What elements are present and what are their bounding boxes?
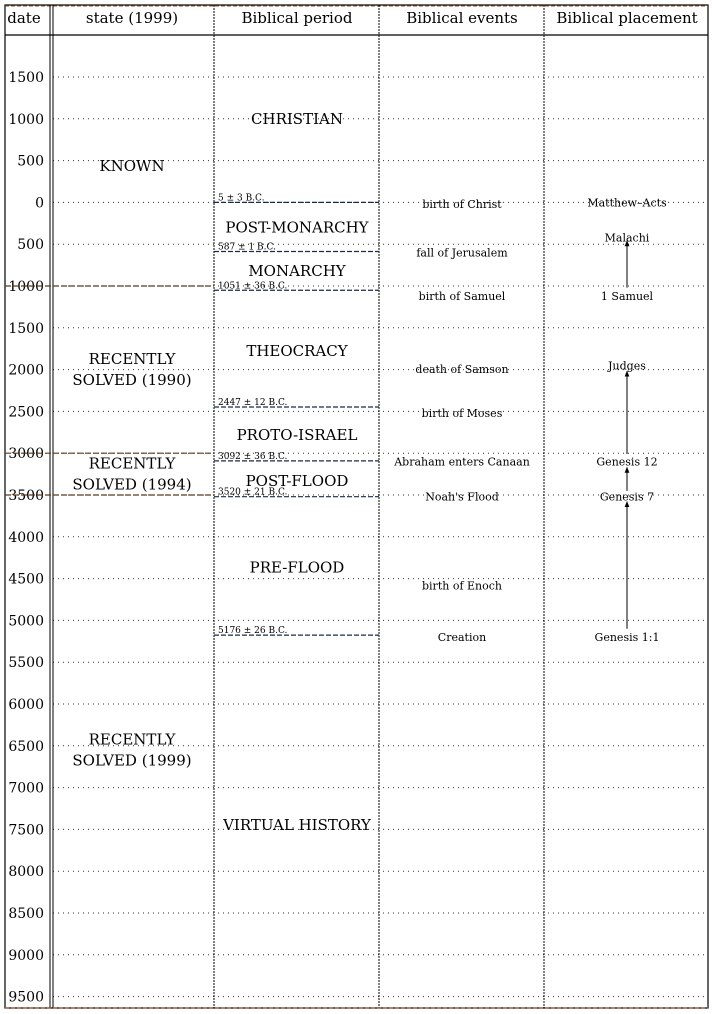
period-boundary-label: 587 ± 1 B.C. xyxy=(218,242,276,253)
period-label: CHRISTIAN xyxy=(251,110,343,128)
event-label: fall of Jerusalem xyxy=(416,246,508,260)
period-label: PRE-FLOOD xyxy=(249,558,345,577)
date-tick-label: 7500 xyxy=(8,822,44,839)
date-tick-label: 7000 xyxy=(8,780,44,797)
date-tick-label: 5000 xyxy=(8,613,44,630)
period-label: POST-MONARCHY xyxy=(225,218,369,237)
period-label: POST-FLOOD xyxy=(245,471,349,490)
event-label: birth of Enoch xyxy=(422,579,502,593)
header-events: Biblical events xyxy=(406,9,518,27)
placement-label: Genesis 7 xyxy=(599,490,655,504)
date-tick-label: 2000 xyxy=(8,362,44,379)
placement-label: Malachi xyxy=(604,231,650,245)
table-frame xyxy=(5,5,708,1008)
table-content xyxy=(5,70,667,1006)
date-tick-label: 0 xyxy=(35,195,44,212)
event-label: death of Samson xyxy=(415,362,509,376)
date-tick-label: 6500 xyxy=(8,738,44,755)
date-tick-label: 1000 xyxy=(8,279,44,295)
date-tick-label: 1500 xyxy=(8,320,44,337)
date-tick-label: 6000 xyxy=(8,697,44,713)
state-label: RECENTLY xyxy=(88,454,176,473)
state-label: RECENTLY xyxy=(88,350,176,369)
placement-label: Genesis 1:1 xyxy=(594,631,660,645)
period-boundary-label: 5 ± 3 B.C. xyxy=(218,193,265,204)
event-label: birth of Christ xyxy=(422,198,502,212)
state-label: KNOWN xyxy=(99,157,165,175)
period-label: PROTO-ISRAEL xyxy=(236,425,358,444)
header-period: Biblical period xyxy=(241,9,353,27)
period-boundary-label: 1051 ± 36 B.C. xyxy=(218,281,288,292)
placement-label: Matthew–Acts xyxy=(587,196,667,210)
date-tick-label: 4500 xyxy=(8,571,44,588)
placement-label: 1 Samuel xyxy=(600,290,654,304)
period-boundary-label: 5176 ± 26 B.C. xyxy=(218,626,288,637)
date-tick-label: 1000 xyxy=(8,111,44,128)
state-label: SOLVED (1990) xyxy=(72,371,192,390)
period-boundary-label: 3092 ± 36 B.C. xyxy=(218,451,288,462)
date-tick-label: 3000 xyxy=(8,446,44,463)
event-label: birth of Samuel xyxy=(418,290,506,304)
placement-label: Judges xyxy=(608,359,646,373)
period-boundary-label: 2447 ± 12 B.C. xyxy=(218,397,288,408)
date-tick-label: 500 xyxy=(17,153,44,170)
date-tick-label: 5500 xyxy=(8,655,44,672)
header-state: state (1999) xyxy=(85,9,179,27)
event-label: birth of Moses xyxy=(421,407,503,421)
period-label: VIRTUAL HISTORY xyxy=(223,816,371,835)
period-label: MONARCHY xyxy=(248,261,346,280)
state-label: SOLVED (1994) xyxy=(72,475,192,494)
date-tick-label: 2500 xyxy=(8,404,44,421)
date-tick-label: 1500 xyxy=(8,70,44,86)
event-label: Creation xyxy=(437,631,487,645)
date-tick-label: 9500 xyxy=(8,989,44,1006)
state-label: RECENTLY xyxy=(88,730,176,749)
date-tick-label: 9000 xyxy=(8,947,44,964)
event-label: Noah's Flood xyxy=(425,490,499,504)
date-tick-label: 500 xyxy=(17,237,44,254)
outer-border xyxy=(5,5,708,1008)
state-label: SOLVED (1999) xyxy=(72,751,192,770)
placement-label: Genesis 12 xyxy=(596,455,658,469)
date-tick-label: 3500 xyxy=(8,488,44,504)
period-boundary-label: 3520 ± 21 B.C. xyxy=(218,487,288,498)
column-headers xyxy=(7,9,697,27)
date-tick-label: 4000 xyxy=(8,529,44,546)
period-label: THEOCRACY xyxy=(246,342,348,361)
date-tick-label: 8000 xyxy=(8,864,44,881)
event-label: Abraham enters Canaan xyxy=(394,455,530,469)
header-date: date xyxy=(7,9,41,27)
header-placement: Biblical placement xyxy=(556,9,698,27)
date-tick-label: 8500 xyxy=(8,906,44,922)
